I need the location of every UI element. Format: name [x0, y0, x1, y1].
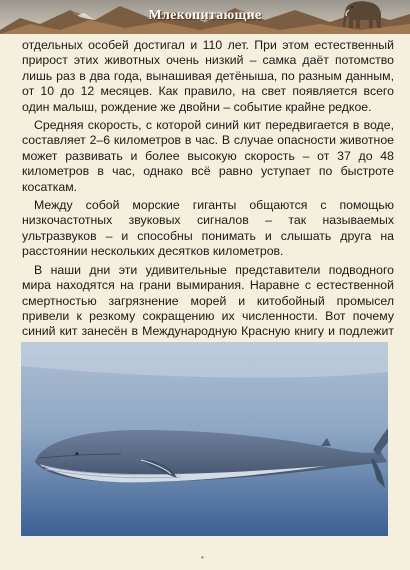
paragraph-extinction: В наши дни эти удивительные представители подводного мира находятся на грани вымирания. Наравне с естественной смертностью загрязнение морей и китобойный промысел привели к резкому сокращению их численности. Вот почему синий кит занесён в Международную Красную книгу и подлежит	[22, 262, 394, 339]
elephant-icon	[340, 0, 386, 30]
blue-whale-illustration	[21, 342, 388, 536]
paragraph-lifespan: отдельных особей достигал и 110 лет. При этом естественный прирост этих животных очень низкий – самка даёт потомство лишь раз в два года, вынашивая детёныша, по разным данным, от 10 до 12 месяцев. Как правило, на свет появляется всего один малыш, рождение же двойни – событие крайне редкое.	[22, 38, 394, 114]
section-title: Млекопитающие	[148, 8, 262, 23]
paragraph-communication: Между собой морские гиганты общаются с помощью низкочастотных звуковых сигналов – так называемых ультразвуков – и способны понимать и слышать друга на расстоянии нескольких десятков километров.	[22, 198, 394, 259]
page-header	[0, 0, 410, 34]
article-body	[22, 38, 394, 355]
page-number-mark: •	[201, 553, 204, 562]
paragraph-speed: Средняя скорость, с которой синий кит передвигается в воде, составляет 2–6 километров в час. В случае опасности животное может развивать и более высокую скорость – от 37 до 48 километров в час, однако всё равно уступает по быстроте косаткам.	[22, 118, 394, 194]
